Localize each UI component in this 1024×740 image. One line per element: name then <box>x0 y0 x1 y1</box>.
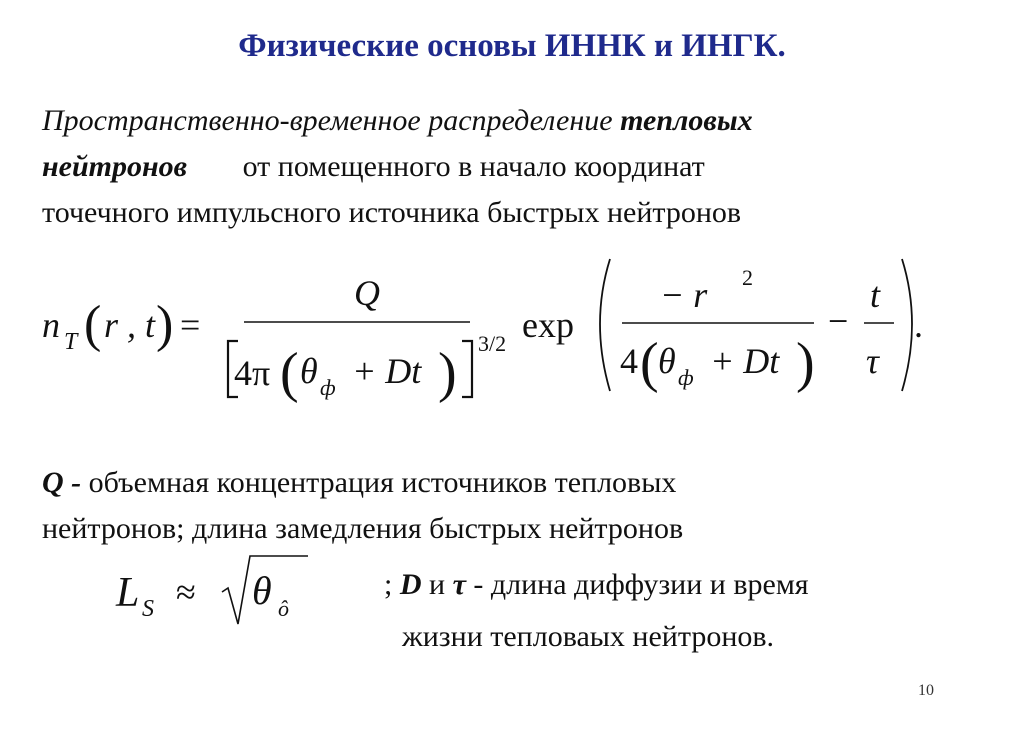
formula-minus: − <box>828 301 849 341</box>
ls-sub: S <box>142 596 154 622</box>
intro-line-3: точечного импульсного источника быстрых нейтронов <box>42 196 742 229</box>
formula-n: n <box>42 305 60 345</box>
slide-title: Физические основы ИННК и ИНГК. <box>238 28 786 64</box>
den-paren-open: ( <box>280 342 299 404</box>
formula-numerator: Q <box>354 273 380 313</box>
tail-line-2: жизни тепловаых нейтронов. <box>402 620 775 653</box>
den-paren-close: ) <box>438 342 457 404</box>
intro-line-1-bold: тепловых <box>620 104 753 137</box>
ls-theta-sub: ô <box>278 596 289 621</box>
formula-minus-r: − r <box>660 275 708 315</box>
intro-line-1-plain: Пространственно-временное распределение <box>42 104 613 137</box>
formula-den2-4: 4 <box>620 341 638 381</box>
formula-tau: τ <box>866 341 879 381</box>
formula-plus-dt: + Dt <box>352 351 422 391</box>
tail-semicolon: ; <box>384 568 393 601</box>
formula-t: t <box>870 275 881 315</box>
q-text: объемная концентрация источников тепловых <box>88 466 677 499</box>
ls-L: L <box>116 570 140 616</box>
ls-approx: ≈ <box>176 572 196 612</box>
intro-line-1 <box>42 104 753 138</box>
intro-line-2-bold: нейтронов <box>42 150 188 183</box>
intro-line-2-plain: от помещенного в начало координат <box>242 150 705 183</box>
den2-paren-open: ( <box>640 332 659 394</box>
page-number: 10 <box>918 682 934 699</box>
formula-r-power: 2 <box>742 265 753 290</box>
formula-n-sub: T <box>64 329 78 355</box>
formula-plus-dt-2: + Dt <box>710 341 780 381</box>
q-label: Q - <box>42 466 82 499</box>
formula-power: 3/2 <box>478 331 507 356</box>
exp-paren-close <box>902 259 912 391</box>
tail-D: D <box>399 568 422 601</box>
exp-paren-open <box>600 259 610 391</box>
formula-4pi: 4π <box>234 353 271 393</box>
intro-line-2 <box>42 150 705 184</box>
den2-paren-close: ) <box>796 332 815 394</box>
bracket-close <box>462 341 472 397</box>
tail-line-1 <box>384 568 809 602</box>
formula-paren-open: ( <box>84 296 102 353</box>
formula-period: . <box>914 305 923 345</box>
formula-theta: θ <box>300 351 318 391</box>
formula-equals: = <box>180 305 201 345</box>
formula-exp: exp <box>522 305 574 345</box>
ls-formula <box>100 550 340 640</box>
formula-theta-sub: ф <box>320 375 336 400</box>
ls-theta: θ <box>252 568 272 613</box>
formula-theta-sub-2: ф <box>678 365 694 390</box>
formula-args: r , t <box>104 305 156 345</box>
tail-and: и <box>429 568 446 601</box>
desc-line-2: нейтронов; длина замедления быстрых нейтронов <box>42 512 684 545</box>
tail-tau: τ <box>452 568 466 601</box>
main-formula <box>0 245 1024 405</box>
formula-paren-close: ) <box>156 296 174 353</box>
desc-line-1 <box>42 466 676 500</box>
formula-theta-2: θ <box>658 341 676 381</box>
tail-text: - длина диффузии и время <box>473 568 809 601</box>
